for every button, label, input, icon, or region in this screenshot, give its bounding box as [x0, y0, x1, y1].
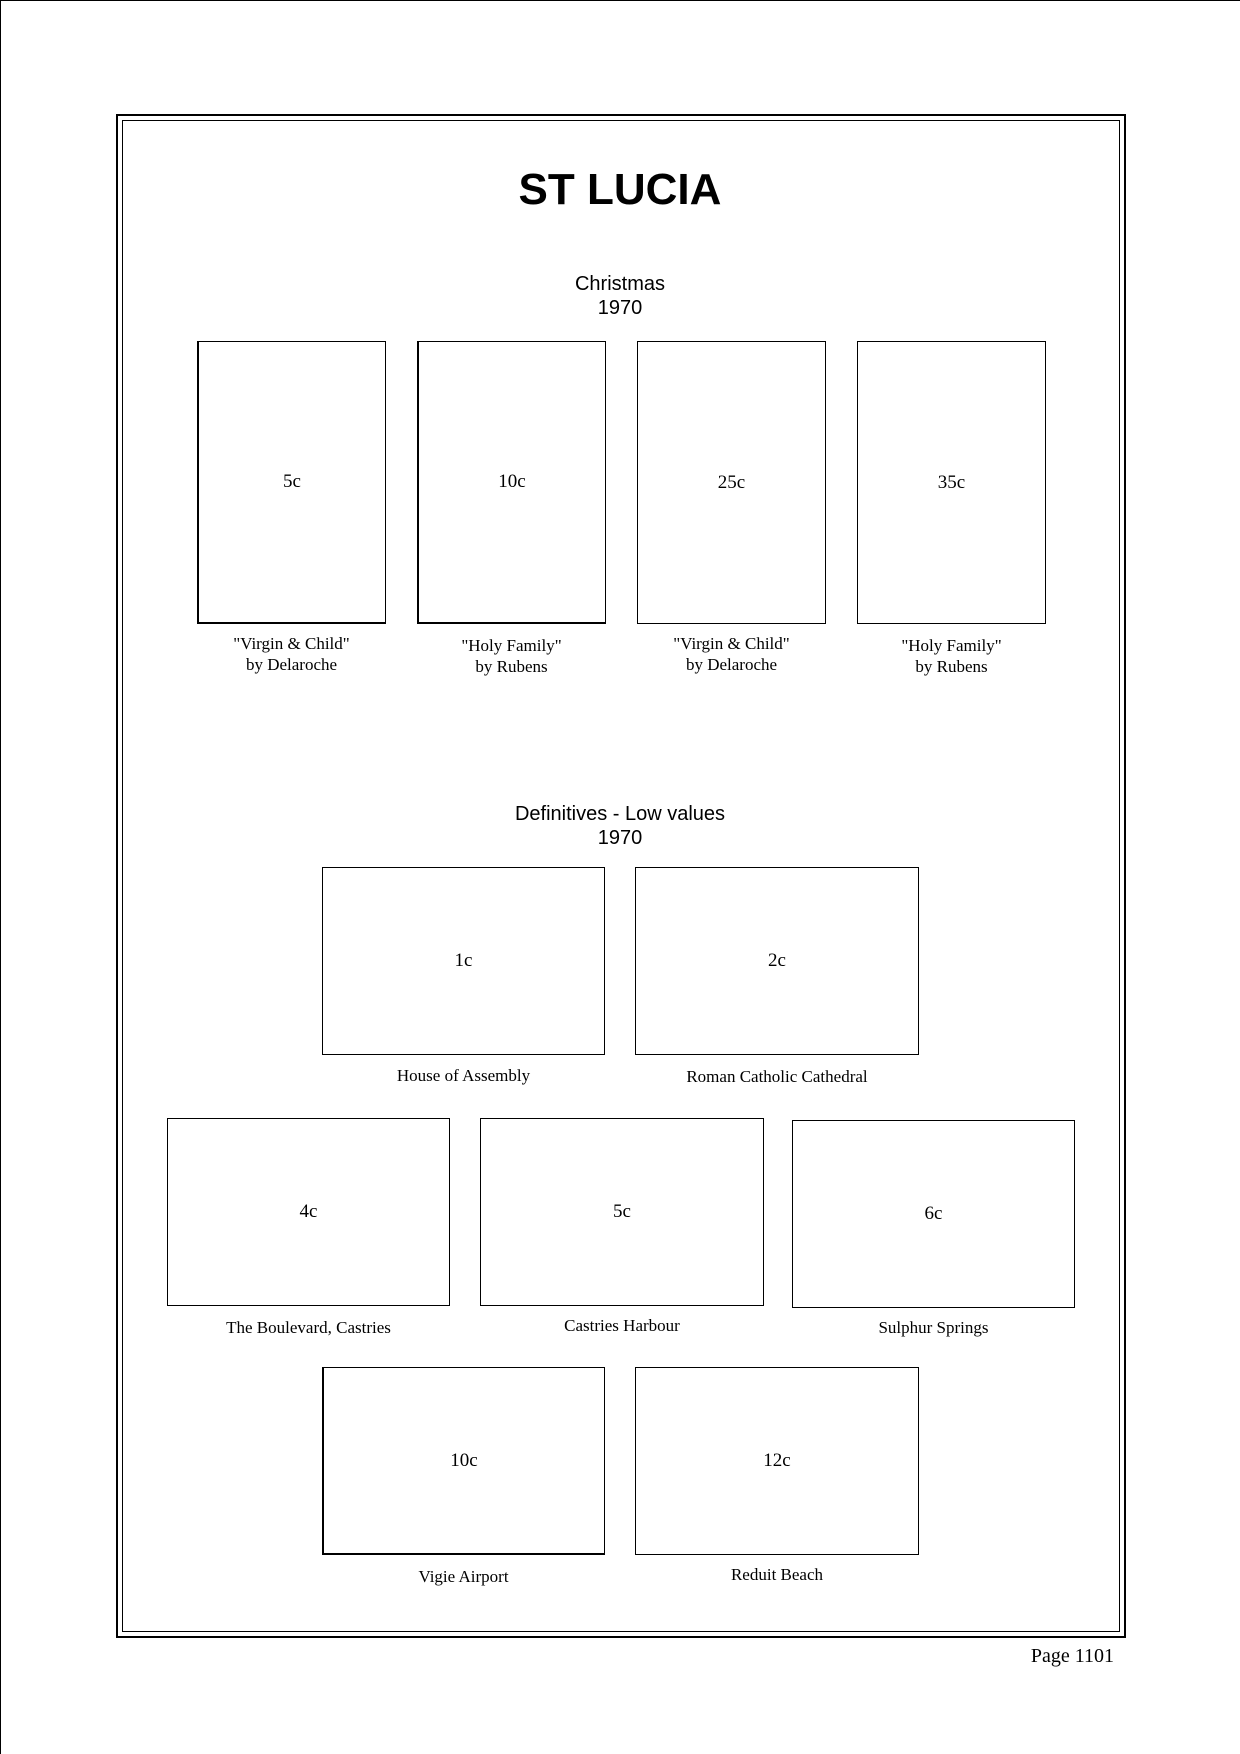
stamp-slot	[792, 1120, 1075, 1308]
page-number: Page 1101	[1030, 1645, 1114, 1667]
section-title: Christmas	[574, 273, 665, 295]
stamp-slot	[167, 1118, 450, 1306]
stamp-caption: Reduit Beach	[730, 1565, 824, 1584]
stamp-slot	[857, 341, 1046, 624]
caption-line: "Virgin & Child"	[673, 634, 790, 653]
stamp-value: 5c	[613, 1201, 631, 1222]
stamp-slot	[197, 341, 386, 624]
caption-line: by Rubens	[475, 657, 548, 676]
section-title: Definitives - Low values	[514, 803, 726, 825]
stamp-value: 35c	[937, 471, 966, 493]
section-heading-christmas	[0, 272, 1240, 320]
page-title: ST LUCIA	[518, 165, 722, 214]
stamp-slot	[480, 1118, 764, 1306]
stamp-caption: Vigie Airport	[418, 1567, 509, 1586]
stamp-value: 10c	[450, 1449, 478, 1471]
caption-line: by Delaroche	[245, 655, 338, 674]
stamp-slot	[635, 1367, 919, 1555]
stamp-caption: Castries Harbour	[564, 1316, 680, 1335]
stamp-slot	[417, 341, 606, 624]
stamp-value: 12c	[763, 1450, 791, 1471]
caption-line: "Virgin & Child"	[233, 634, 350, 653]
stamp-value: 1c	[454, 950, 473, 971]
stamp-caption	[197, 633, 386, 675]
stamp-caption	[637, 633, 826, 675]
stamp-value: 4c	[299, 1201, 318, 1222]
caption-line: "Holy Family"	[461, 636, 562, 655]
stamp-slot	[322, 867, 605, 1055]
stamp-value: 6c	[924, 1203, 943, 1224]
stamp-value: 5c	[283, 471, 301, 492]
stamp-slot	[635, 867, 919, 1055]
section-year: 1970	[597, 297, 643, 319]
stamp-value: 2c	[768, 950, 786, 971]
caption-line: "Holy Family"	[901, 636, 1002, 655]
caption-line: by Rubens	[915, 657, 988, 676]
stamp-caption	[417, 635, 606, 677]
stamp-value: 10c	[498, 471, 526, 492]
section-heading-definitives	[0, 802, 1240, 850]
caption-line: by Delaroche	[685, 655, 778, 674]
section-year: 1970	[597, 827, 643, 849]
stamp-caption	[857, 635, 1046, 677]
stamp-caption: Sulphur Springs	[878, 1318, 989, 1337]
stamp-value: 25c	[717, 471, 746, 493]
stamp-slot	[637, 341, 826, 624]
stamp-caption: House of Assembly	[396, 1066, 531, 1085]
stamp-slot	[322, 1367, 605, 1555]
stamp-caption: The Boulevard, Castries	[226, 1318, 391, 1337]
stamp-caption: Roman Catholic Cathedral	[686, 1067, 868, 1086]
